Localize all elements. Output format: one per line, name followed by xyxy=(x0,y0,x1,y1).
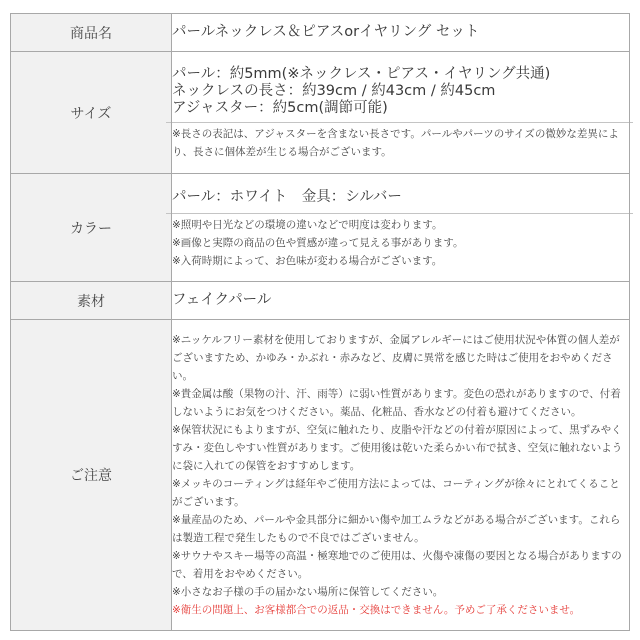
caution-label: ご注意 xyxy=(11,320,172,631)
row-material xyxy=(11,282,630,320)
caution-note: ※小さなお子様の手の届かない場所に保管してください。 xyxy=(172,586,444,598)
row-color xyxy=(11,174,630,282)
color-note: ※画像と実際の商品の色や質感が違って見える事があります。 xyxy=(172,237,464,249)
color-cell xyxy=(172,174,630,282)
material-value: フェイクパール xyxy=(172,282,630,320)
row-caution xyxy=(11,320,630,631)
material-label: 素材 xyxy=(11,282,172,320)
product-name-label: 商品名 xyxy=(11,14,172,52)
row-product-name xyxy=(11,14,630,52)
caution-cell xyxy=(172,320,630,631)
product-spec-table xyxy=(10,13,630,631)
row-size xyxy=(11,52,630,174)
size-label: サイズ xyxy=(11,52,172,174)
size-note: ※長さの表記は、アジャスターを含まない長さです。パールやパーツのサイズの微妙な差異により、長さに個体差が生じる場合がございます。 xyxy=(166,122,633,163)
size-adjuster: アジャスター：約5cm(調節可能) xyxy=(172,100,388,116)
caution-note: ※メッキのコーティングは経年やご使用方法によっては、コーティングが徐々にとれてくることがございます。 xyxy=(172,478,620,508)
caution-note: ※ニッケルフリー素材を使用しておりますが、金属アレルギーにはご使用状況や体質の個人差がございますため、かゆみ・かぶれ・赤みなど、皮膚に異常を感じた時はご使用をおやめください。 xyxy=(172,334,620,382)
size-necklace-length: ネックレスの長さ：約39cm / 約43cm / 約45cm xyxy=(172,83,496,99)
color-notes xyxy=(166,213,633,272)
caution-note: ※貴金属は酸（果物の汁、汗、雨等）に弱い性質があります。変色の恐れがありますので、付着しないようにお気をつけください。薬品、化粧品、香水などの付着も避けてください。 xyxy=(172,388,621,418)
caution-note: ※量産品のため、パールや金具部分に細かい傷や加工ムラなどがある場合がございます。これらは製造工程で発生したもので不良ではございません。 xyxy=(172,514,621,544)
color-note: ※入荷時期によって、お色味が変わる場合がございます。 xyxy=(172,255,443,267)
caution-note: ※保管状況にもよりますが、空気に触れたり、皮脂や汗などの付着が原因によって、黒ずみやくすみ・変色しやすい性質があります。ご使用後は乾いた柔らかい布で拭き、空気に触れないように袋に入れての保管をおすすめします。 xyxy=(172,424,623,472)
color-value: パール：ホワイト 金具：シルバー xyxy=(172,189,402,205)
color-note: ※照明や日光などの環境の違いなどで明度は変わります。 xyxy=(172,219,443,231)
size-main xyxy=(172,62,629,122)
caution-note: ※サウナやスキー場等の高温・極寒地でのご使用は、火傷や凍傷の要因となる場合がありますので、着用をおやめください。 xyxy=(172,550,622,580)
return-policy-warning: ※衛生の問題上、お客様都合での返品・交換はできません。予めご了承くださいませ。 xyxy=(172,604,581,616)
size-cell xyxy=(172,52,630,174)
size-pearl: パール：約5mm(※ネックレス・ピアス・イヤリング共通) xyxy=(172,66,551,82)
product-name-value: パールネックレス＆ピアスorイヤリング セット xyxy=(172,14,630,52)
color-label: カラー xyxy=(11,174,172,282)
